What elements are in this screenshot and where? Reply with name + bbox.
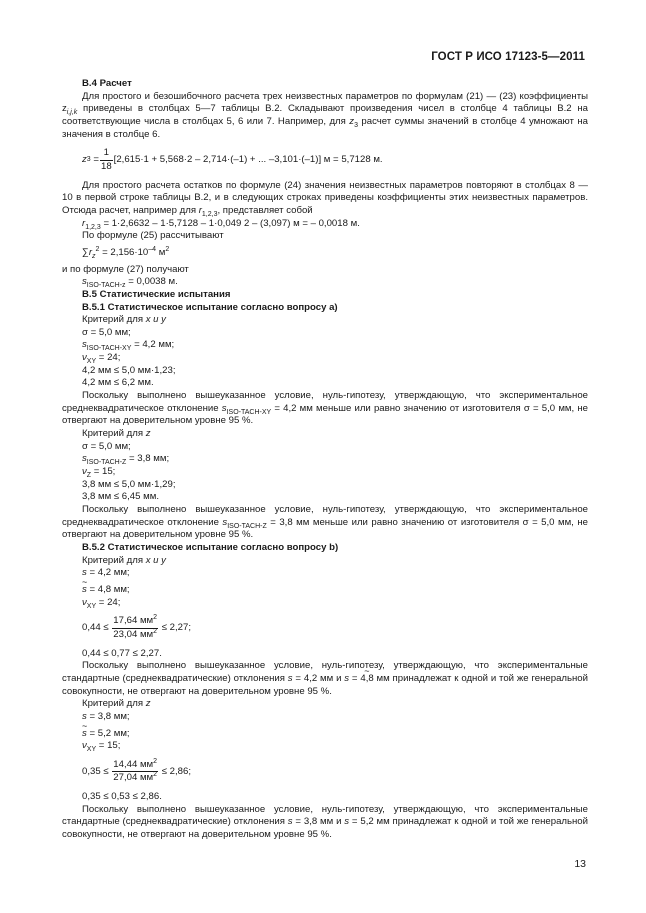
b51-z-nu: $\nu_Z = 15$;	[82, 466, 116, 479]
formula-z3: z 3 = $\frac{1}{18}$ [2,615·1 + 5,568·2 – 2,714·(–1) + ... –3,101·(–1)] м = 5,7128 м.	[82, 147, 383, 172]
b51-xy-sigma: σ = 5,0 мм;	[82, 326, 131, 338]
b51-xy-criterion: Критерий для x и y	[82, 314, 166, 326]
b51-z-ineq2: 3,8 мм ≤ 6,45 мм.	[82, 491, 159, 503]
b52-xy-ineq: 0,44 ≤ 0,77 ≤ 2,27.	[82, 647, 162, 659]
fraction-z: $\frac{14,44 мм^2}{27,04 мм^2}$	[113, 757, 158, 784]
b51-z-ineq1: 3,8 мм ≤ 5,0 мм·1,29;	[82, 478, 176, 490]
b51-xy-ineq2: 4,2 мм ≤ 6,2 мм.	[82, 377, 154, 389]
b51-z-criterion: Критерий для z	[82, 428, 151, 440]
fraction-1-18: $\frac{1}{18}$	[100, 147, 112, 172]
b51-z-conclusion: Поскольку выполнено вышеуказанное условие, нуль-гипотезу, утверждающую, что экспериментальное среднеквадратическое отклонение $s_{ISO-TACH-Z} = 3,8$ мм меньше или равно значению от изготовителя σ = 5,0 мм, не отвергают на доверительном уровне 95 %.	[62, 504, 588, 541]
b52-z-ineq: 0,35 ≤ 0,53 ≤ 2,86.	[82, 791, 162, 803]
fraction-xy: $\frac{17,64 мм^2}{23,04 мм^2}$	[113, 614, 158, 640]
formula-sum-r2: $\sum r_z^2 = 2,156\cdot 10^{-4}$ $м^2$	[82, 245, 170, 260]
section-b52-title: В.5.2 Статистическое испытание согласно вопросу b)	[82, 541, 339, 553]
formula-r123: $r_{1,2,3} = 1\cdot 2,6632 - 1\cdot 5,7128 - 1\cdot 0,049$ 2 – (3,097) м = – 0,0018 м.	[82, 217, 360, 231]
section-b5-title: В.5 Статистические испытания	[82, 288, 231, 300]
b52-z-s: s = 3,8 мм;	[82, 710, 130, 722]
b51-z-sigma: σ = 5,0 мм;	[82, 440, 131, 452]
b4-paragraph-3: По формуле (25) рассчитывают	[82, 230, 224, 242]
b52-z-s-tilde: ~ s = 5,2 мм;	[62, 728, 588, 741]
b4-paragraph-4: и по формуле (27) получают	[62, 263, 189, 275]
section-b4-title: В.4 Расчет	[82, 78, 132, 89]
b51-xy-nu: $\nu_{XY} = 24$;	[82, 352, 121, 366]
b52-xy-nu: $\nu_{XY} = 24$;	[82, 596, 121, 610]
document-header: ГОСТ Р ИСО 17123-5—2011	[431, 51, 585, 63]
formula-s-iso-tach-z: $s_{ISO-TACH-z} = 0,0038$ м.	[82, 276, 178, 290]
b4-paragraph-2: Для простого расчета остатков по формуле (24) значения неизвестных параметров повторяют в столбцах 8 — 10 в первой строке таблицы В.2, и в следующих строках приведены коэффициенты этих неизвестных параметров. Отсюда расчет, например для $r_{1,2,3}$, представляет собой	[62, 179, 588, 218]
b51-xy-ineq1: 4,2 мм ≤ 5,0 мм·1,23;	[82, 364, 176, 376]
b51-xy-s: $s_{ISO-TACH-XY} = 4,2$ мм;	[82, 339, 175, 353]
b52-xy-conclusion: Поскольку выполнено вышеуказанное условие, нуль-гипотезу, утверждающую, что экспериментальные стандартные (среднеквадратические) отклонения s = 4,2 мм и ~ s = 4,8 мм принадлежат к одной и той же генеральной совокупности, не отвергают на доверительном уровне 95 %.	[62, 660, 588, 698]
document-body	[62, 78, 588, 842]
b51-xy-conclusion: Поскольку выполнено вышеуказанное условие, нуль-гипотезу, утверждающую, что экспериментальное среднеквадратическое отклонение $s_{ISO-TACH-XY} = 4,2$ мм меньше или равно значению от изготовителя σ = 5,0 мм, не отвергают на доверительном уровне 95 %.	[62, 390, 588, 427]
page-number: 13	[574, 858, 586, 870]
b52-z-fraction-formula: 0,35 ≤ $\frac{14,44 мм^2}{27,04 мм^2}$ ≤ 2,86;	[82, 757, 192, 784]
b52-xy-s-tilde: ~ s = 4,8 мм;	[62, 584, 588, 597]
b52-z-criterion: Критерий для z	[82, 698, 151, 710]
b4-paragraph-1: Для простого и безошибочного расчета трех неизвестных параметров по формулам (21) — (23) коэффициенты $z_{i,j,k}$ приведены в столбцах 5—7 таблицы В.2. Складывают произведения чисел в столбце 4 таблицы В.2 на соответствующие числа в столбцах 5, 6 или 7. Например, для $z_3$ расчет суммы значений в столбце 4 умножают на значения в столбце 6.	[62, 90, 588, 140]
b52-z-conclusion: Поскольку выполнено вышеуказанное условие, нуль-гипотезу, утверждающую, что экспериментальные стандартные (среднеквадратические) отклонения s = 3,8 мм и s = 5,2 мм принадлежат к одной и той же генеральной совокупности, не отвергают на доверительном уровне 95 %.	[62, 803, 588, 841]
b52-xy-s: s = 4,2 мм;	[82, 567, 130, 579]
b52-z-nu: $\nu_{XY} = 15$;	[82, 740, 121, 754]
b51-z-s: $s_{ISO-TACH-Z} = 3,8$ мм;	[82, 453, 170, 467]
section-b51-title: В.5.1 Статистическое испытание согласно вопросу а)	[82, 301, 338, 313]
b52-xy-criterion: Критерий для x и y	[82, 554, 166, 566]
b52-xy-fraction-formula: 0,44 ≤ $\frac{17,64 мм^2}{23,04 мм^2}$ ≤ 2,27;	[82, 614, 192, 640]
